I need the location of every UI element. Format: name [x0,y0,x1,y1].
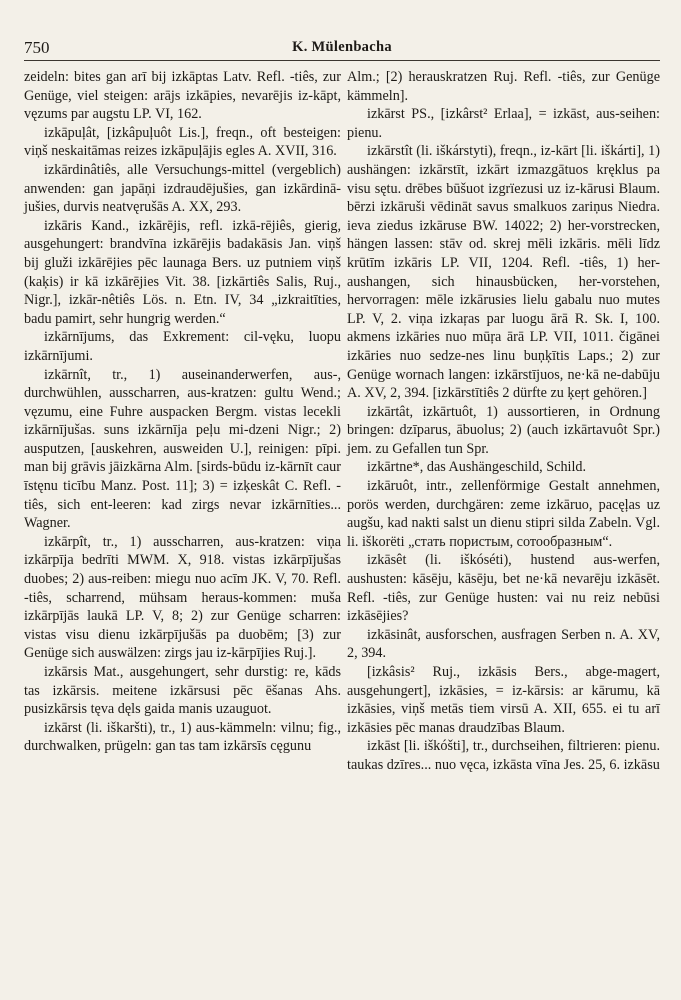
entry-izkarpit: izkārpît, tr., 1) ausscharren, aus-kratzen: viņa izkārpīja bedrīti MWM. X, 918. vistas izkārpījušas duobes; 2) aus-reiben: miegu nuo acīm JK. V, 70. Refl. -tiês, scharrend, mühsam heraus-kommen: muša izkārpījās laukā LP. V, 8; 2) zur Genüge scharren: vistas visu dienu izkārpījušās pa duobēm; [3) zur Genüge sich auswälzen: zirgs jau iz-kārpījies Ruj.]. [24,533,341,662]
entry-izkarsis: izkārsis Mat., ausgehungert, sehr durstig: re, kāds tas izkārsis. meitene izkārsusi pēc ēšanas Ahs. pusizkārsis tęva dęls gaida manis uzauguot. [24,664,341,718]
entry-izkaris: izkāris Kand., izkārējis, refl. izkā-rējiês, gierig, ausgehungert: brandvīna izkārējis badakāsis Jan. viņš bij gluži izkārējies pēc launaga Bers. uz putniem viņš (kaķis) ir kā izkārējies Vit. 38. [izkārtiês Salis, Ruj., Nigr.], izkār-nêtiês Lös. n. Etn. IV, 34 „izkraitīties, badu pamirt, sehr hungrig werden.“ [24,217,341,327]
entry-izkaset: izkāsêt (li. iškóséti), hustend aus-werfen, aushusten: kāsēju, kāsēju, bet ne·kā nevarēju izkāsēt. Refl. -tiês, zur Genüge husten: vai nu reiz nebūsi izkāsējies? [347,552,660,625]
entry-continuation: Alm.; [2) herauskratzen Ruj. Refl. -tiês, zur Genüge kämmeln]. [347,69,660,104]
left-column [24,68,341,756]
entry-izkardinaties: izkārdinâtiês, alle Versuchungs-mittel (vergeblich) anwenden: gan japāņi izdraudējušies, gan izkārdinā-jušies, durvis neatvęrušās A. XX, 293. [24,161,341,216]
entry-izkarst-2: izkārst PS., [izkârst² Erlaa], = izkāst, aus-seihen: pienu. [347,106,660,141]
entry-izkarst: izkārst (li. iškaršti), tr., 1) aus-kämmeln: vilnu; fig., durchwalken, prügeln: gan tas tam izkārsīs cęgunu [24,719,341,755]
running-head: K. Mülenbacha [292,39,392,55]
entry-izkartat: izkārtât, izkārtuôt, 1) aussortieren, in Ordnung bringen: dzīparus, ābuolus; 2) (auch izkārtavuôt Spr.) jem. zu Gefallen tun Spr. [347,403,660,457]
page-number: 750 [24,38,50,57]
entry-izkarnit: izkārnît, tr., 1) auseinanderwerfen, aus-, durchwühlen, ausscharren, aus-kratzen: gultu Wend.; vęzumu, eine Fuhre auspacken Bergm. vistas lecekli izkārnījušas. suns izkārnīja peļu mi-dzeni Nigr.; 2) ausputzen, [auskehren, ausweiden U.], reinigen: pīpi. man bij grāvis jāizkārna Alm. [sirds-būdu iz-kārnīt caur īstęnu ticību Manz. Post. 11]; 3) = izķeskât C. Refl. -tiês, sich ent-leeren: kad zirgs nevar izkārnīties... Wagner. [24,366,341,532]
right-column [347,68,660,775]
entry-izkartne: izkārtne*, das Aushängeschild, Schild. [367,459,587,476]
entry-izkapulat: izkāpuļât, [izkâpuļuôt Lis.], freqn., oft besteigen: viņš neskaitāmas reizes izkāpuļājis egles A. XVII, 316. [24,124,341,160]
header-rule [24,60,660,61]
entry-izkarnijums: izkārnījums, das Exkrement: cil-vęku, luopu izkārnījumi. [24,329,341,364]
entry-izkast: izkāst [li. iškóšti], tr., durchseihen, filtrieren: pienu. taukas dzīres... nuo vęca, izkāsta vīna Jes. 25, 6. izkāsu [347,738,660,773]
entry-izkaruot: izkāruôt, intr., zellenförmige Gestalt annehmen, porös werden, durchgären: zeme izkāruo, pacęļas uz augšu, kad nakti salst un dienu stipri silda Zabeln. Vgl. li. iškorëti „стать пористым, сотообразным“. [347,478,660,550]
entry-izkasis: [izkâsis² Ruj., izkāsis Bers., abge-magert, ausgehungert], izkāsies, = iz-kārsis: ar kārumu, kā izkāsies, viņš metās tiem virsū A. XII, 655. ei tu arī izkāsies pēc manas draudzības Blaum. [347,664,660,736]
entry-izkasinat: izkāsinât, ausforschen, ausfragen Serben n. A. XV, 2, 394. [347,626,660,662]
entry-izkarstit: izkārstît (li. iškárstyti), freqn., iz-kārt [li. iškárti], 1) aushängen: izkārstīt, izkārt izmazgātuos kręklus pa visu sętu. drēbes būšuot izgrïezusi uz iz-kārusi Blaum. bērzi izkāruši vēdināt savus smalkuos zariņus Niedra. ieva ziedus izkāruse BW. 14022; 2) her-vorstrecken, hängen lassen: stāv od. skrej mēli izkāris. mēli līdz krūtīm izkāris LP. VII, 1204. Refl. -tiês, 1) her-aushangen, sich hinausbücken, her-vorstehen, hervorragen: mēle izkārusies lielu gabalu nuo mutes LP. V, 2. viņa izkaŗas par luogu ārā R. Sk. I, 100. akmens izkāries nuo mūŗa ārā LP. VII, 1011. čigānei izkāries nuo sedze-nes linu buņķītis Laps.; 2) zur Genüge wornach langen: izkārstījuos, ne·kā ne-dabūju A. XV, 2, 394. [izkārstītiês 2 dürfte zu ķeŗt gehören.] [347,143,660,402]
entry-continuation: zeideln: bites gan arī bij izkāptas Latv. Refl. -tiês, zur Genüge, viel steigen: arājs izkāpies, nevarējis iz-kāpt, vęzums par augstu LP. VI, 162. [24,69,341,123]
page-header [24,38,660,60]
